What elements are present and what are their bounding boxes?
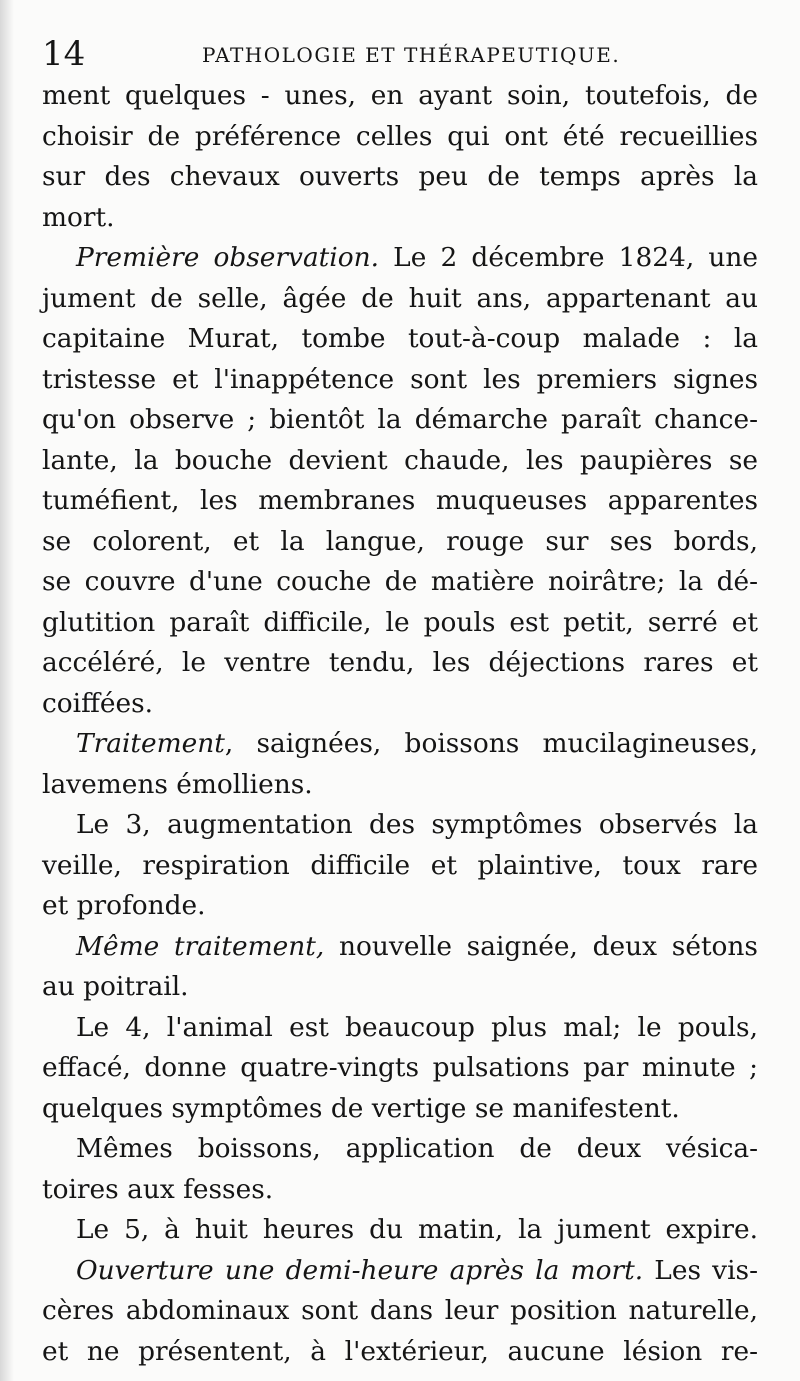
text-line bbox=[42, 886, 758, 927]
text-line bbox=[42, 157, 758, 198]
text-run: et profonde. bbox=[42, 890, 206, 921]
text-run: Mêmes boissons, application de deux vésica- bbox=[76, 1133, 758, 1164]
text-run: sur des chevaux ouverts peu de temps après la bbox=[42, 161, 758, 192]
text-run: glutition paraît difficile, le pouls est petit, serré et bbox=[42, 606, 758, 638]
text-line bbox=[42, 400, 758, 441]
gutter-shadow bbox=[0, 0, 14, 1381]
page-header bbox=[42, 34, 762, 74]
text-run: Le 2 décembre 1824, une bbox=[379, 242, 758, 273]
text-run: Le 4, l'animal est beaucoup plus mal; le pouls, bbox=[76, 1011, 758, 1043]
text-line bbox=[42, 724, 758, 765]
text-line bbox=[42, 927, 758, 968]
italic-text-run: Ouverture une demi-heure après la mort. bbox=[76, 1254, 644, 1286]
text-line bbox=[42, 1008, 758, 1049]
text-line bbox=[42, 765, 758, 806]
text-run: lante, la bouche devient chaude, les paupières se bbox=[42, 444, 758, 476]
running-title: PATHOLOGIE ET THÉRAPEUTIQUE. bbox=[202, 43, 621, 67]
text-run: coiffées. bbox=[42, 687, 154, 719]
text-line bbox=[42, 238, 758, 279]
text-line bbox=[42, 481, 758, 522]
text-line bbox=[42, 522, 758, 563]
text-run: accéléré, le ventre tendu, les déjections rares et bbox=[42, 647, 758, 678]
text-run: et ne présentent, à l'extérieur, aucune lésion re- bbox=[42, 1335, 758, 1367]
text-run: lavemens émolliens. bbox=[42, 768, 313, 800]
text-run: Le 5, à huit heures du matin, la jument expire. bbox=[76, 1214, 758, 1245]
italic-text-run: Même traitement, bbox=[76, 930, 325, 962]
text-line bbox=[42, 319, 758, 360]
text-run: Le 3, augmentation des symptômes observés la bbox=[76, 809, 758, 840]
text-line bbox=[42, 1170, 758, 1211]
text-run: au poitrail. bbox=[42, 971, 189, 1002]
text-run: veille, respiration difficile et plaintive, toux rare bbox=[42, 849, 758, 881]
text-run: toires aux fesses. bbox=[42, 1173, 274, 1205]
page-number: 14 bbox=[42, 34, 86, 74]
text-line bbox=[42, 1251, 758, 1292]
text-run: mort. bbox=[42, 201, 115, 233]
text-run: ment quelques - unes, en ayant soin, toutefois, de bbox=[42, 80, 758, 111]
text-run: tuméfient, les membranes muqueuses apparentes bbox=[42, 485, 758, 516]
text-run: capitaine Murat, tombe tout-à-coup malade : la bbox=[42, 323, 758, 354]
text-run: quelques symptômes de vertige se manifestent. bbox=[42, 1092, 680, 1124]
text-line bbox=[42, 198, 758, 239]
italic-text-run: Traitement bbox=[76, 728, 225, 759]
text-line bbox=[42, 643, 758, 684]
text-line bbox=[42, 1089, 758, 1130]
text-run: effacé, donne quatre-vingts pulsations par minute ; bbox=[42, 1052, 758, 1083]
text-run: se colorent, et la langue, rouge sur ses bords, bbox=[42, 525, 758, 557]
text-run: jument de selle, âgée de huit ans, appartenant au bbox=[42, 282, 758, 314]
text-line bbox=[42, 1048, 758, 1089]
text-line bbox=[42, 805, 758, 846]
text-line bbox=[42, 76, 758, 117]
text-line bbox=[42, 684, 758, 725]
text-line bbox=[42, 967, 758, 1008]
text-run: qu'on observe ; bientôt la démarche paraît chance- bbox=[42, 404, 758, 435]
text-run: nouvelle saignée, deux sétons bbox=[324, 930, 758, 962]
text-line bbox=[42, 562, 758, 603]
text-line bbox=[42, 846, 758, 887]
text-line bbox=[42, 441, 758, 482]
text-run: se couvre d'une couche de matière noirâtre; la dé- bbox=[42, 566, 758, 597]
text-run: choisir de préférence celles qui ont été recueillies bbox=[42, 120, 758, 152]
text-line bbox=[42, 117, 758, 158]
text-line bbox=[42, 1291, 758, 1332]
text-line bbox=[42, 1129, 758, 1170]
text-line bbox=[42, 279, 758, 320]
text-line bbox=[42, 1210, 758, 1251]
text-run: Les vis- bbox=[643, 1254, 758, 1286]
text-run: tristesse et l'inappétence sont les premiers signes bbox=[42, 363, 758, 395]
text-run: cères abdominaux sont dans leur position naturelle, bbox=[42, 1295, 758, 1326]
body-text bbox=[42, 76, 758, 1372]
text-line bbox=[42, 360, 758, 401]
text-line bbox=[42, 603, 758, 644]
text-run: , saignées, boissons mucilagineuses, bbox=[224, 728, 758, 759]
italic-text-run: Première observation. bbox=[76, 242, 379, 273]
text-line bbox=[42, 1332, 758, 1373]
